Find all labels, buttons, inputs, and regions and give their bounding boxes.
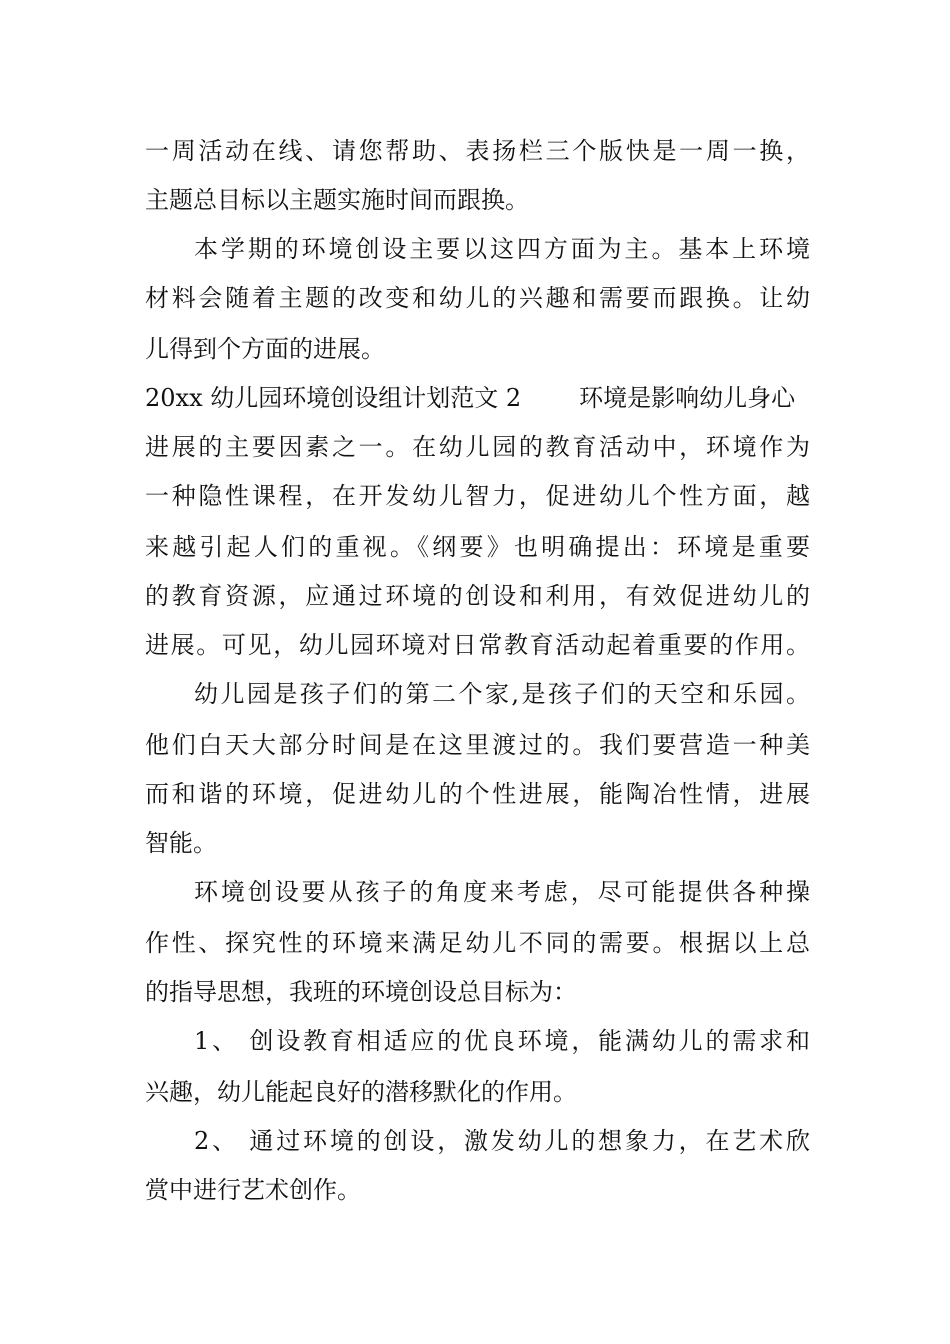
text-line: 一周活动在线、请您帮助、表扬栏三个版快是一周一换， <box>145 137 810 165</box>
list-item-text: 2、 通过环境的创设，激发幼儿的想象力，在艺术欣 <box>194 1127 810 1155</box>
section-heading-line <box>145 383 810 413</box>
list-item-text: 赏中进行艺术创作。 <box>145 1176 361 1204</box>
text-line: 一种隐性课程，在开发幼儿智力，促进幼儿个性方面，越 <box>145 482 810 510</box>
text-line: 儿得到个方面的进展。 <box>145 335 385 363</box>
text-line: 的指导思想，我班的环境创设总目标为： <box>145 978 577 1006</box>
text-line: 本学期的环境创设主要以这四方面为主。基本上环境 <box>194 235 810 263</box>
text-line: 的教育资源，应通过环境的创设和利用，有效促进幼儿的 <box>145 582 810 610</box>
text-line: 作性、探究性的环境来满足幼儿不同的需要。根据以上总 <box>145 929 810 957</box>
text-line: 幼儿园是孩子们的第二个家,是孩子们的天空和乐园。 <box>194 680 810 708</box>
list-item-text: 1、 创设教育相适应的优良环境，能满幼儿的需求和 <box>194 1027 810 1055</box>
text-line: 进展的主要因素之一。在幼儿园的教育活动中，环境作为 <box>145 433 810 461</box>
heading-continuation-text: 环境是影响幼儿身心 <box>579 384 796 412</box>
text-line: 主题总目标以主题实施时间而跟换。 <box>145 186 529 214</box>
text-line: 来越引起人们的重视。《纲要》也明确提出：环境是重要 <box>145 533 810 561</box>
section-heading: 20xx 幼儿园环境创设组计划范文 2 <box>145 384 522 412</box>
text-line: 材料会随着主题的改变和幼儿的兴趣和需要而跟换。让幼 <box>145 284 810 312</box>
text-line: 进展。可见，幼儿园环境对日常教育活动起着重要的作用。 <box>145 631 810 659</box>
text-line: 智能。 <box>145 829 217 857</box>
text-line: 他们白天大部分时间是在这里渡过的。我们要营造一种美 <box>145 731 810 759</box>
text-line: 环境创设要从孩子的角度来考虑，尽可能提供各种操 <box>194 878 810 906</box>
text-line: 而和谐的环境，促进幼儿的个性进展，能陶冶性情，进展 <box>145 780 810 808</box>
list-item-text: 兴趣，幼儿能起良好的潜移默化的作用。 <box>145 1078 577 1106</box>
